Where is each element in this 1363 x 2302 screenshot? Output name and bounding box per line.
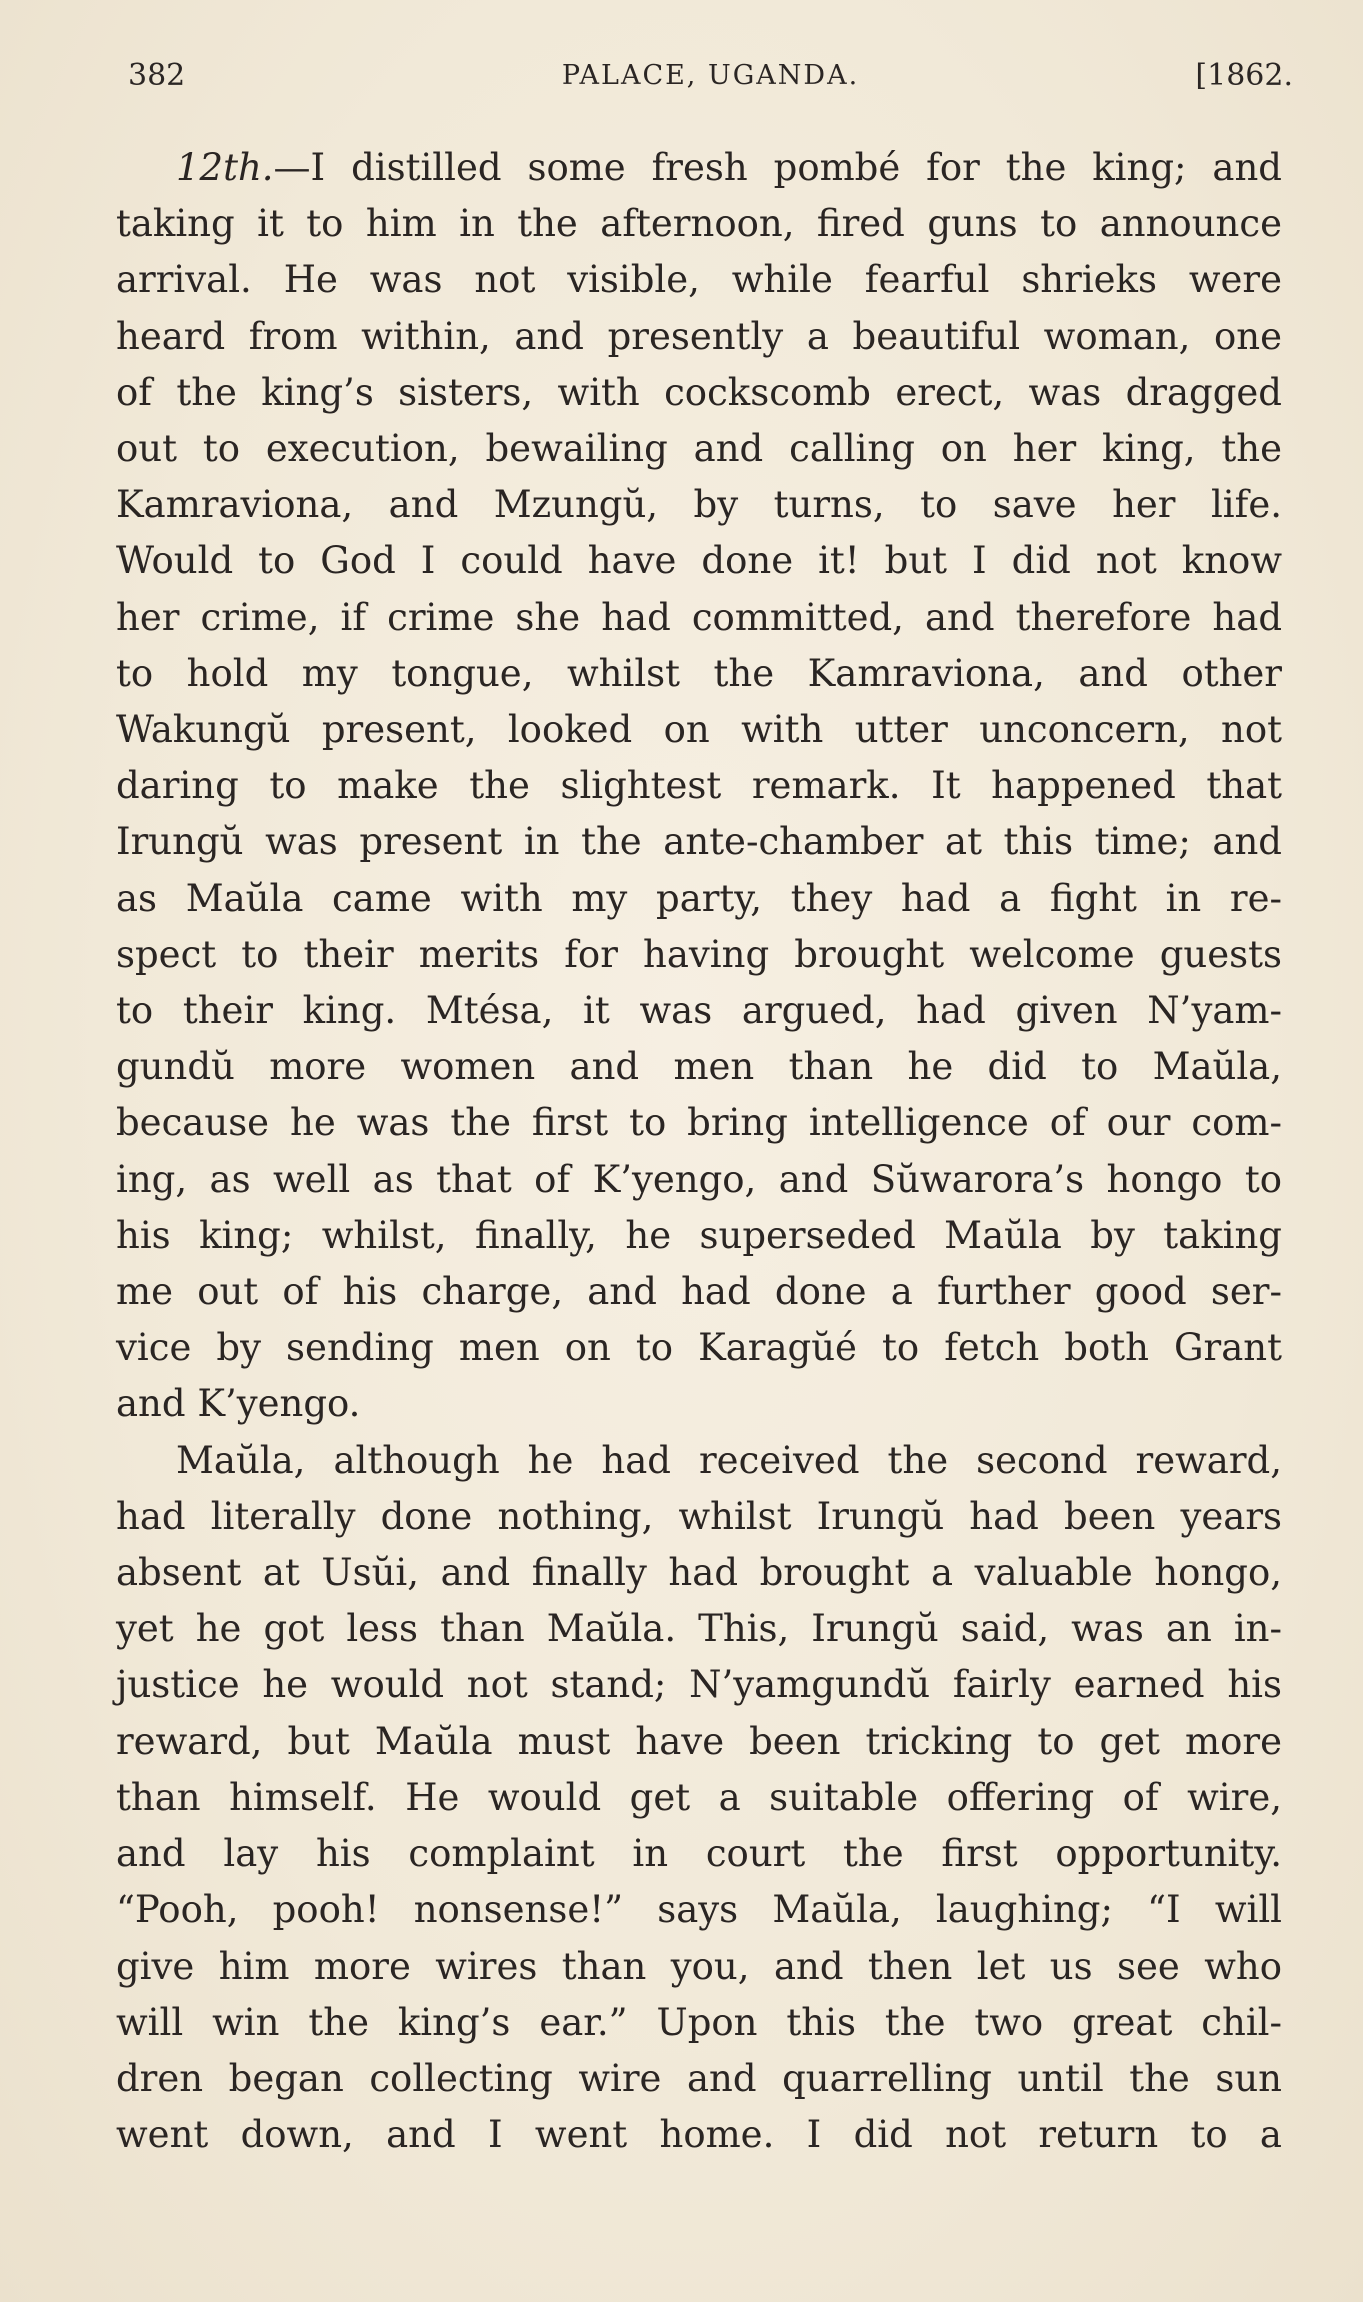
text-line: ing, as well as that of K’yengo, and Sŭwarora’s hongo to [116,1157,1282,1201]
text-line: heard from within, and presently a beautiful woman, one [116,314,1282,358]
text-line: had literally done nothing, whilst Irungŭ had been years [116,1494,1282,1538]
text-line: Would to God I could have done it! but I did not know [116,539,1282,583]
entry-date: 12th. [176,146,274,189]
text-line: Irungŭ was present in the ante-chamber at this time; and [116,820,1282,864]
text-line: give him more wires than you, and then let us see who [116,1944,1282,1988]
text-line: justice he would not stand; N’yamgundŭ fairly earned his [116,1663,1282,1707]
text-line: absent at Usŭi, and finally had brought a valuable hongo, [116,1551,1282,1595]
text-line: 12th.—I distilled some fresh pombé for the king; and [176,146,1282,189]
text-line: and lay his complaint in court the first opportunity. [116,1832,1282,1876]
text-line: to their king. Mtésa, it was argued, had given N’yam- [116,989,1282,1033]
text-line: as Maŭla came with my party, they had a fight in re- [116,876,1282,920]
text-line: his king; whilst, finally, he superseded Maŭla by taking [116,1213,1282,1257]
text-line: spect to their merits for having brought welcome guests [116,932,1282,976]
text-line: to hold my tongue, whilst the Kamraviona, and other [116,651,1282,695]
text-line: “Pooh, pooh! nonsense!” says Maŭla, laughing; “I will [116,1888,1282,1932]
paragraph-2 [116,1433,1282,2164]
text-line: Maŭla, although he had received the second reward, [176,1438,1282,1482]
running-title: PALACE, UGANDA. [561,60,860,91]
text-line: arrival. He was not visible, while fearful shrieks were [116,258,1282,302]
paragraph-1 [116,140,1282,1433]
text-line: yet he got less than Maŭla. This, Irungŭ said, was an in- [116,1607,1282,1651]
text-line: Kamraviona, and Mzungŭ, by turns, to save her life. [116,483,1282,527]
text-line: will win the king’s ear.” Upon this the two great chil- [116,2000,1282,2044]
text-line: vice by sending men on to Karagŭé to fetch both Grant [116,1326,1282,1370]
text-line: reward, but Maŭla must have been tricking to get more [116,1719,1282,1763]
text-line: and K’yengo. [116,1382,361,1426]
year-marker: [1862. [1195,58,1293,93]
text-line: gundŭ more women and men than he did to Maŭla, [116,1045,1282,1089]
text-line: daring to make the slightest remark. It happened that [116,764,1282,808]
text-line: taking it to him in the afternoon, fired guns to announce [116,202,1282,246]
text-line: her crime, if crime she had committed, and therefore had [116,595,1282,639]
text-line: dren began collecting wire and quarrelling until the sun [116,2056,1282,2100]
body-text [116,140,1282,2163]
page-number: 382 [128,58,186,93]
text-line: out to execution, bewailing and calling on her king, the [116,427,1282,471]
text-line: Wakungŭ present, looked on with utter unconcern, not [116,708,1282,752]
text-line: because he was the first to bring intelligence of our com- [116,1101,1282,1145]
running-head [128,58,1293,108]
text-line: than himself. He would get a suitable offering of wire, [116,1775,1282,1819]
text-line: of the king’s sisters, with cockscomb erect, was dragged [116,370,1282,414]
text-line: me out of his charge, and had done a further good ser- [116,1270,1282,1314]
text-line: went down, and I went home. I did not return to a [116,2113,1282,2157]
